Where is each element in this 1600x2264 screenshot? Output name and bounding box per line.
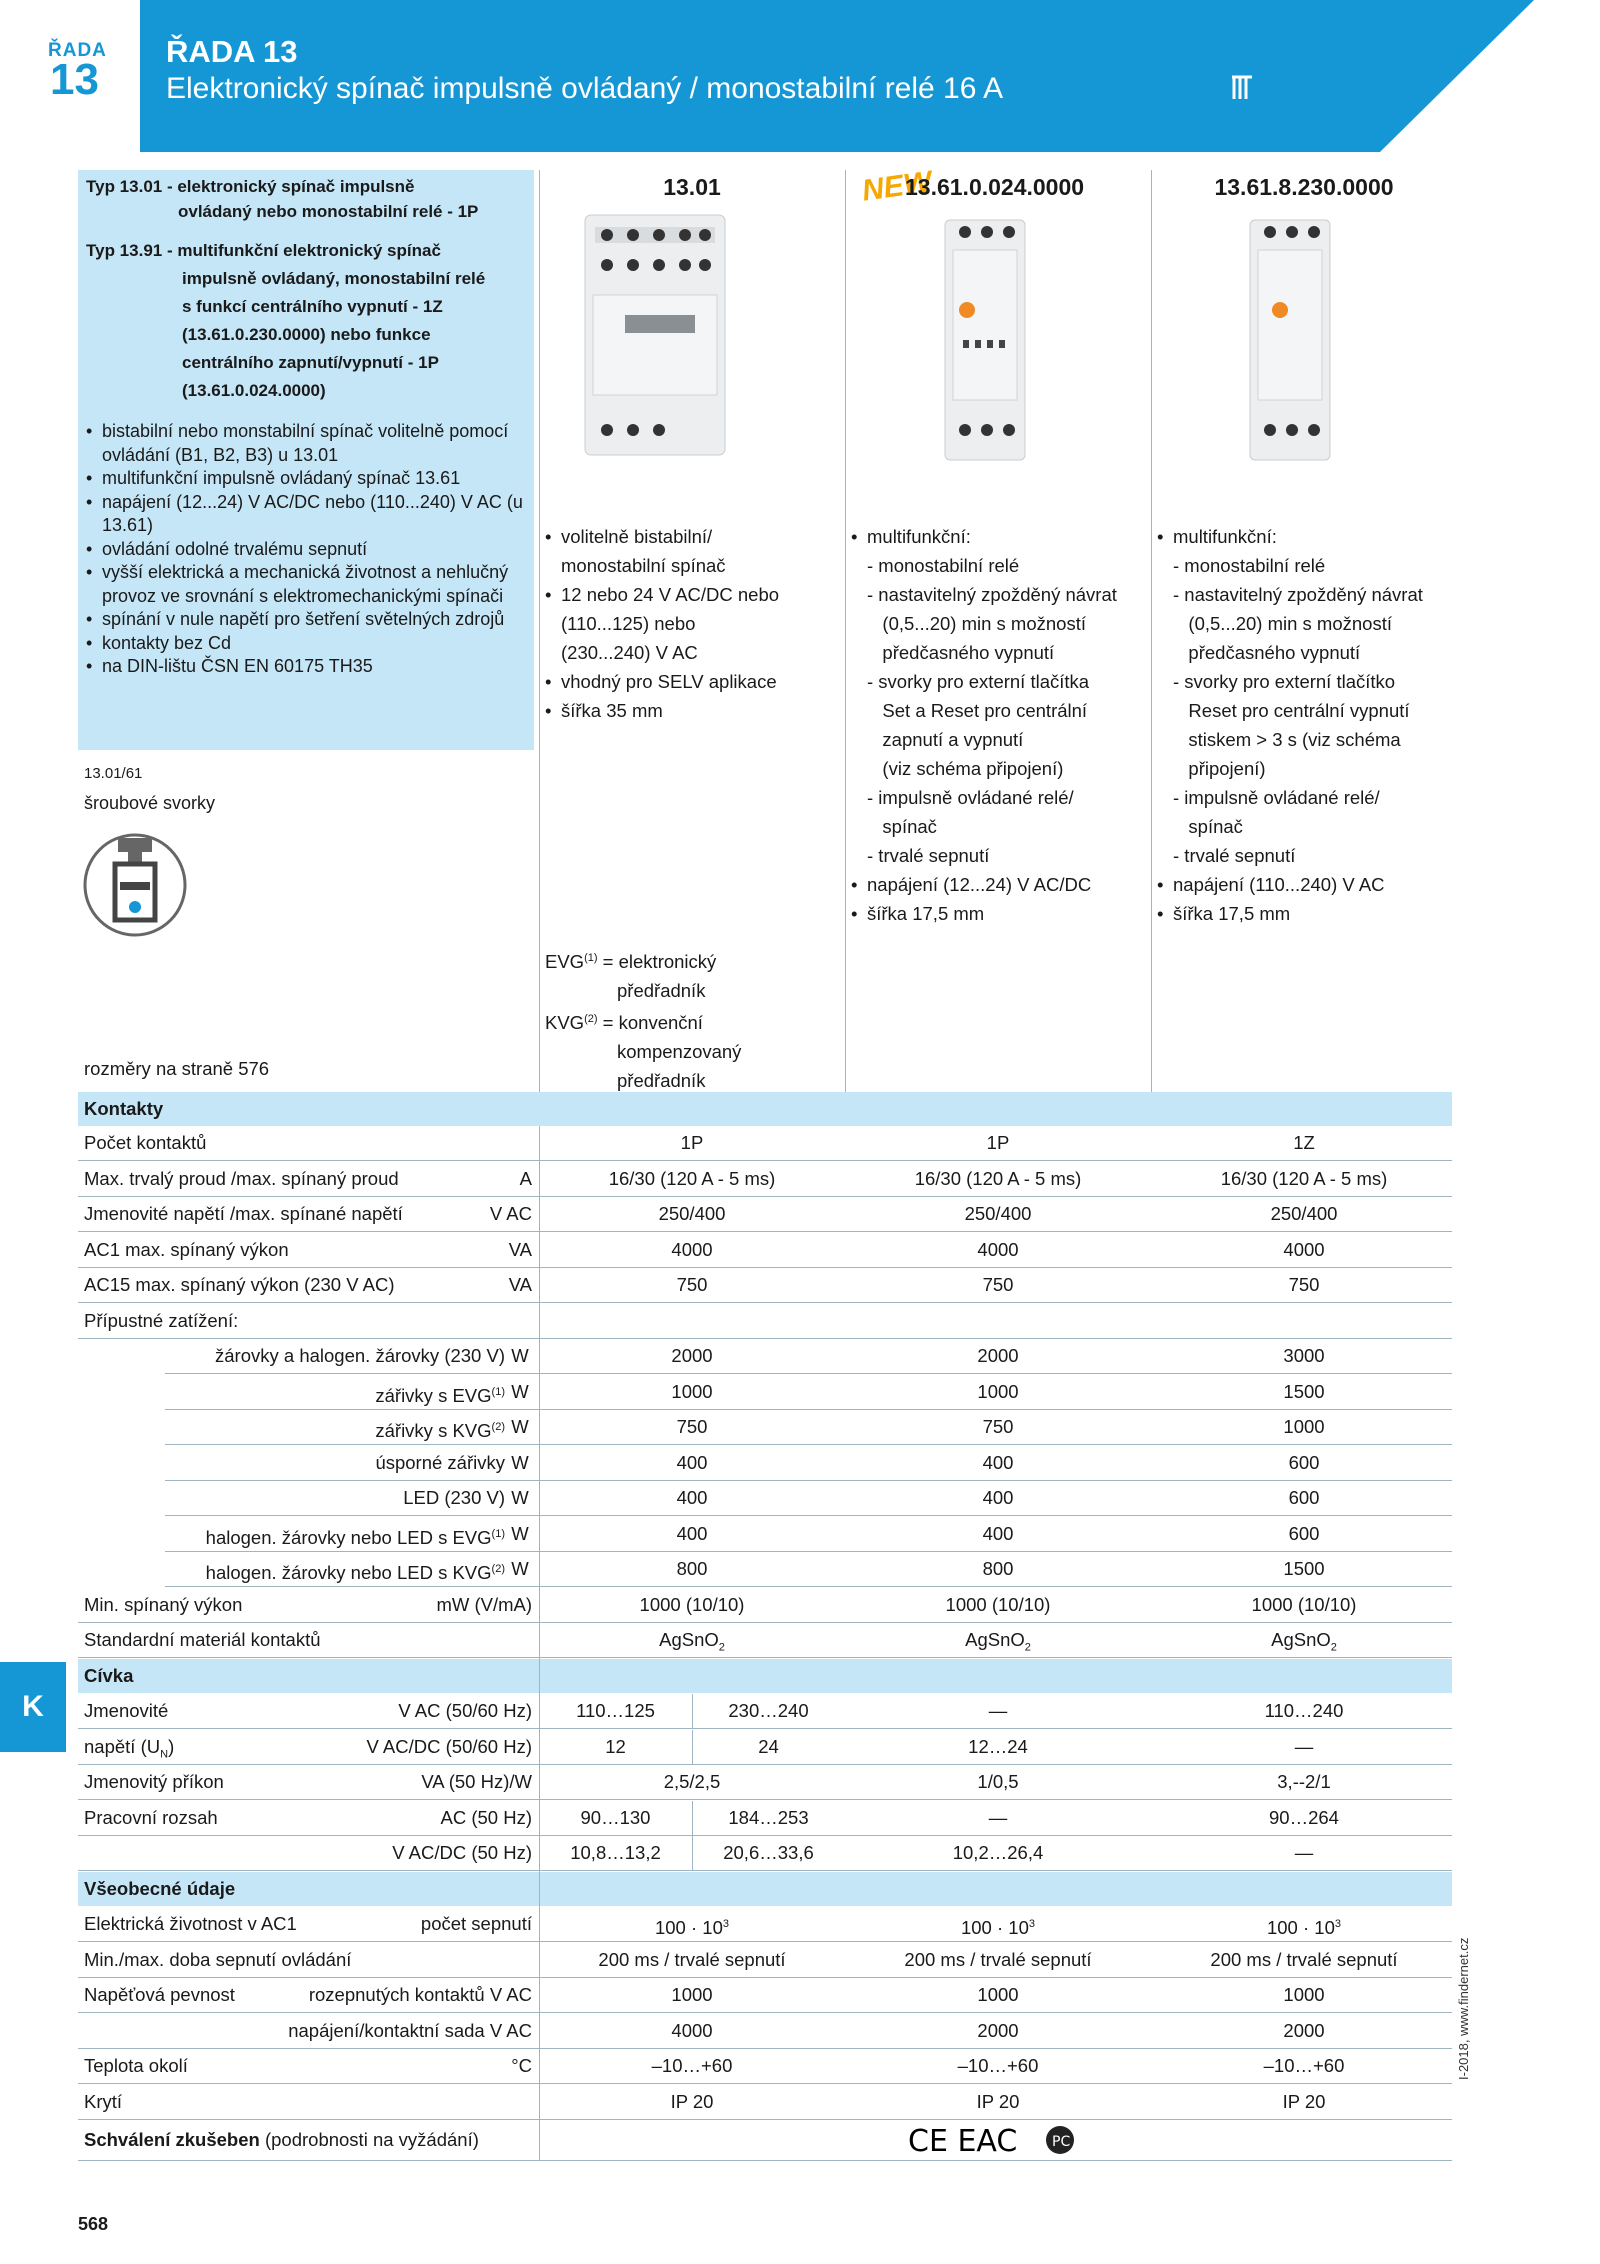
value-cell: 110…240 [1264,1700,1344,1721]
table-row-load [165,1517,1452,1552]
feature-line: Reset pro centrální vypnutí [1173,700,1410,721]
value-cell: — [1294,1842,1314,1863]
approvals-title: Schválení zkušeben [84,2129,260,2150]
product-features-1301 [545,522,841,725]
value-cell [1151,1623,1457,1657]
value-cell [1151,1907,1457,1941]
row-label: Max. trvalý proud /max. spínaný proud [84,1167,399,1189]
table-row-load [165,1410,1452,1445]
svg-text:PC: PC [1052,2134,1071,2150]
value-cell: IP 20 [670,2090,714,2112]
value-cell: 250/400 [658,1203,726,1224]
material-sub: 2 [1024,1641,1031,1654]
feature-line: - nastavitelný zpožděný návrat [867,584,1117,605]
feature-line: • multifunkční: [851,522,1151,551]
table-row-load [165,1375,1452,1410]
feature-line: (0,5...20) min s možností [867,613,1086,634]
evg-desc: předřadník [617,980,706,1002]
value-cell: 750 [676,1416,708,1437]
feature-line: Set a Reset pro centrální [867,700,1088,721]
product-image-13610024 [925,210,1045,475]
value-cell [1151,1304,1457,1338]
feature-line: • šířka 17,5 mm [1157,899,1457,928]
row-label [403,1481,505,1515]
value-cell: 200 ms / trvalé sepnutí [598,1948,786,1970]
row-label [206,1517,505,1551]
footnote-1: (1) [584,952,598,964]
svg-text:CE EAC: CE EAC [908,2124,1018,2159]
life-text: 100 · 10 [1266,1917,1335,1939]
table-row [78,1162,1452,1197]
feature-item: • bistabilní nebo monstabilní spínač volitelně pomocí ovládání (B1, B2, B3) u 13.01 [84,420,524,467]
feature-line: - monostabilní relé [1173,555,1326,576]
table-row-load [165,1339,1452,1374]
life-text: 100 · 10 [960,1917,1029,1939]
row-label-text: zářivky s KVG [375,1420,492,1442]
feature-line: - svorky pro externí tlačítko [1173,671,1396,692]
life-text: 100 · 10 [654,1917,723,1939]
kvg-eq: = konvenční [597,1012,703,1034]
value-cell: 600 [1288,1487,1320,1508]
unit-label: VA [508,1274,532,1295]
value-cell: 400 [982,1522,1014,1544]
row-label: Standardní materiál kontaktů [84,1629,321,1650]
unit-label: V AC [489,1203,532,1224]
type-1391-line3: s funkcí centrálního vypnutí - 1Z [182,297,443,316]
value-cell: 750 [1288,1274,1320,1295]
feature-line: • šířka 35 mm [545,696,841,725]
col-divider [539,170,540,1092]
value-cell: 200 ms / trvalé sepnutí [904,1948,1092,1970]
feature-line: předčasného vypnutí [867,642,1055,663]
value-cell: 1000 [671,1984,713,2005]
value-cell [845,1907,1151,1941]
value-cell: 1000 [977,1380,1019,1402]
value-cell: 110…125 [576,1700,655,1721]
type-1301-line2: ovládaný nebo monostabilní relé - 1P [178,202,479,221]
feature-list [84,420,524,679]
label-value-divider [539,1126,540,2161]
table-row [78,1268,1452,1303]
unit-label: V AC (50/60 Hz) [398,1700,532,1721]
value-cell: 1000 (10/10) [639,1593,745,1615]
feature-line: - nastavitelný zpožděný návrat [1173,584,1423,605]
row-label-close: ) [168,1735,175,1757]
dimensions-note: rozměry na straně 576 [84,1058,270,1079]
product-title-1301: 13.01 [663,174,721,200]
product-features-13610024 [851,522,1151,928]
value-cell [845,1304,1151,1338]
row-label [206,1552,505,1586]
feature-line: (110...125) nebo [561,613,696,634]
material-sub: 2 [1330,1641,1337,1654]
type-1391-line2: impulsně ovládaný, monostabilní relé [182,269,486,288]
series-label: ŘADA [48,40,107,61]
value-cell: IP 20 [976,2090,1020,2112]
value-cell: 3,--2/1 [1277,1771,1331,1792]
unit-label: počet sepnutí [420,1913,532,1934]
feature-item: • napájení (12...24) V AC/DC nebo (110...240) V AC (u 13.61) [84,491,524,538]
value-cell: –10…+60 [1263,2055,1345,2076]
terminal-code: 13.01/61 [84,765,143,782]
row-label-text: zářivky s EVG [375,1384,492,1406]
footnote-ref: (2) [491,1421,505,1433]
ce-eac-rostest-icon [908,2120,1078,2160]
feature-line: - monostabilní relé [867,555,1020,576]
value-cell: 1000 [977,1984,1019,2005]
table-row [78,2049,1452,2084]
feature-line: • napájení (12...24) V AC/DC [851,870,1151,899]
row-label: AC1 max. spínaný výkon [84,1238,289,1260]
split-divider [692,1801,693,1835]
unit-label: W [511,1380,529,1402]
section-general [78,1872,1452,1906]
value-cell: 2000 [671,1345,713,1366]
product-image-1301 [575,205,735,470]
unit-label: W [511,1558,529,1579]
value-cell: 2000 [977,2019,1019,2041]
material-sub: 2 [718,1641,725,1654]
row-label-text: žárovky a halogen. žárovky (230 V) [215,1345,505,1366]
feature-line: • vhodný pro SELV aplikace [545,667,841,696]
col-divider [845,170,846,1092]
value-cell: 2000 [977,1345,1019,1366]
feature-line: • volitelně bistabilní/ [545,522,841,551]
page-title: ŘADA 13 [166,34,298,69]
unit-label: W [511,1345,529,1366]
value-cell: 16/30 (120 A - 5 ms) [1220,1167,1388,1189]
row-label [375,1375,505,1409]
value-cell: 400 [982,1487,1014,1508]
row-label: Jmenovité [84,1700,169,1721]
feature-line: (230...240) V AC [561,642,698,663]
value-cell: 400 [676,1451,708,1473]
table-row [78,1304,1452,1339]
evg-eq: = elektronický [597,951,717,973]
value-cell: 4000 [1283,1238,1325,1260]
unit-label: rozepnutých kontaktů V AC [308,1984,532,2005]
unit-label: V AC/DC (50/60 Hz) [366,1735,532,1757]
value-cell: 750 [676,1274,708,1295]
value-cell: 10,8…13,2 [570,1842,661,1863]
value-cell: 3000 [1283,1345,1325,1366]
footnote-ref: (1) [491,1385,505,1398]
feature-item: • vyšší elektrická a mechanická životnost a nehlučný provoz ve srovnání s elektromechanickými spínači [84,561,524,608]
section-title: Kontakty [84,1098,164,1119]
value-cell: 1500 [1283,1380,1325,1402]
type-1391-line1: Typ 13.91 - multifunkční elektronický spínač [86,241,441,260]
material-text: AgSnO [1271,1629,1331,1650]
value-cell: 16/30 (120 A - 5 ms) [608,1167,776,1189]
value-cell: 90…130 [580,1806,651,1828]
split-divider [692,1730,693,1764]
value-cell: 400 [676,1487,708,1508]
value-cell: –10…+60 [651,2055,733,2076]
life-sup: 3 [1334,1918,1341,1930]
section-title: Všeobecné údaje [84,1877,236,1899]
product-features-13618230 [1157,522,1457,928]
table-row [78,1623,1452,1658]
page-number: 568 [78,2214,109,2234]
value-cell: 12 [605,1735,626,1757]
unit-label: W [511,1522,529,1544]
value-cell: 400 [676,1522,708,1544]
value-cell: 1000 (10/10) [1251,1593,1357,1615]
feature-line: stiskem > 3 s (viz schéma [1173,729,1401,750]
value-cell: –10…+60 [957,2055,1039,2076]
type-1391-line4: (13.61.0.230.0000) nebo funkce [182,325,431,344]
value-cell: — [988,1700,1008,1721]
value-cell [539,1623,845,1657]
value-cell [539,1907,845,1941]
value-cell: — [988,1806,1008,1828]
value-cell: 24 [758,1735,779,1757]
table-row [78,2014,1452,2049]
row-label: Pracovní rozsah [84,1806,218,1828]
table-row [78,1836,1452,1871]
value-cell: 1P [986,1132,1010,1153]
feature-line: • šířka 17,5 mm [851,899,1151,928]
value-cell: 2,5/2,5 [663,1771,721,1792]
row-label [375,1410,505,1444]
material-text: AgSnO [659,1629,719,1650]
life-sup: 3 [722,1918,729,1930]
unit-label: W [511,1451,529,1473]
feature-line: (0,5...20) min s možností [1173,613,1392,634]
row-label: Jmenovitý příkon [84,1771,224,1792]
feature-line: spínač [1173,816,1243,837]
value-cell: 4000 [671,2019,713,2041]
row-label: Počet kontaktů [84,1132,207,1153]
table-row [78,1126,1452,1161]
value-cell: 1000 [1283,1416,1325,1437]
section-coil [78,1659,1452,1693]
value-cell: 2000 [1283,2019,1325,2041]
table-row [78,1588,1452,1623]
row-label [84,1730,174,1764]
unit-label: W [511,1487,529,1508]
type-1391-line6: (13.61.0.024.0000) [182,381,326,400]
row-label [375,1446,505,1480]
row-label: Jmenovité napětí /max. spínané napětí [84,1203,403,1224]
row-label-sub: N [160,1748,169,1761]
value-cell: IP 20 [1282,2090,1326,2112]
value-cell: 800 [982,1558,1014,1579]
footnote-ref: (1) [491,1527,505,1540]
table-row [78,1765,1452,1800]
ballast-legend [545,944,841,1095]
feature-line: - impulsně ovládané relé/ [1173,787,1380,808]
row-label-text: halogen. žárovky nebo LED s EVG [205,1526,492,1548]
feature-line: předčasného vypnutí [1173,642,1361,663]
value-cell: 184…253 [728,1806,809,1828]
table-row [78,2120,1452,2161]
value-cell: 1000 [1283,1984,1325,2005]
type-1391-line5: centrálního zapnutí/vypnutí - 1P [182,353,439,372]
value-cell: 1Z [1293,1132,1315,1153]
material-text: AgSnO [965,1629,1025,1650]
value-cell: 1000 [671,1380,713,1402]
table-row [78,1907,1452,1942]
feature-line: spínač [867,816,937,837]
feature-item: • spínání v nule napětí pro šetření světelných zdrojů [84,608,524,632]
section-tab-k: K [0,1662,66,1752]
value-cell: 250/400 [964,1203,1032,1224]
value-cell: 12…24 [968,1735,1028,1757]
table-row [78,2085,1452,2120]
certification-marks [908,2120,1078,2160]
feature-line: - trvalé sepnutí [867,845,990,866]
feature-line: (viz schéma připojení) [867,758,1064,779]
life-sup: 3 [1028,1918,1035,1930]
kvg-label: KVG [545,1012,585,1034]
value-cell: 750 [982,1274,1014,1295]
unit-label: napájení/kontaktní sada V AC [288,2019,532,2041]
value-cell: 16/30 (120 A - 5 ms) [914,1167,1082,1189]
row-label-text: úsporné zářivky [375,1451,505,1473]
value-cell: 10,2…26,4 [952,1842,1044,1863]
side-url: I-2018, www.findernet.cz [1456,1937,1471,2080]
row-label: Min./max. doba sepnutí ovládání [84,1948,352,1970]
value-cell: 200 ms / trvalé sepnutí [1210,1948,1398,1970]
value-cell: 1P [680,1132,704,1153]
row-label-text: halogen. žárovky nebo LED s KVG [205,1562,492,1584]
value-cell: 1500 [1283,1558,1325,1579]
value-cell: 20,6…33,6 [723,1842,814,1863]
series-number: 13 [50,55,99,104]
value-cell: 90…264 [1269,1806,1339,1828]
footnote-2: (2) [584,1013,598,1026]
feature-line: monostabilní spínač [561,555,726,576]
feature-line: - svorky pro externí tlačítka [867,671,1090,692]
split-divider [692,1694,693,1728]
table-row [78,1730,1452,1765]
row-label-text: LED (230 V) [403,1487,505,1508]
value-cell: 1/0,5 [977,1771,1019,1792]
unit-label: V AC/DC (50 Hz) [392,1842,532,1863]
value-cell: 800 [676,1558,708,1579]
value-cell: 400 [982,1451,1014,1473]
product-title-13618230: 13.61.8.230.0000 [1214,174,1394,200]
split-divider [692,1836,693,1870]
finder-logo [1210,55,1450,125]
new-badge: NEW [859,165,934,208]
row-label: AC15 max. spínaný výkon (230 V AC) [84,1274,395,1295]
section-title: Cívka [84,1664,134,1686]
unit-label: AC (50 Hz) [440,1806,532,1828]
value-cell [845,1623,1151,1657]
approvals-note: (podrobnosti na vyžádání) [259,2129,479,2150]
feature-item: • kontakty bez Cd [84,632,524,656]
row-label [215,1339,505,1373]
table-row [78,1694,1452,1729]
unit-label: W [511,1416,529,1437]
unit-label: VA (50 Hz)/W [421,1771,532,1792]
feature-item: • na DIN-lištu ČSN EN 60175 TH35 [84,655,524,679]
description-panel [78,170,534,750]
feature-line: - trvalé sepnutí [1173,845,1296,866]
row-label: Krytí [84,2090,123,2112]
feature-line: • napájení (110...240) V AC [1157,870,1457,899]
row-label-text: napětí (U [84,1735,161,1757]
feature-line: zapnutí a vypnutí [867,729,1024,750]
feature-line: • 12 nebo 24 V AC/DC nebo [545,580,841,609]
screw-terminal-icon [80,830,190,945]
row-label: Přípustné zatížení: [84,1309,239,1331]
value-cell: 600 [1288,1451,1320,1473]
table-row [78,1801,1452,1836]
table-row [78,1233,1452,1268]
row-label [84,2120,479,2160]
unit-label: °C [511,2055,532,2076]
value-cell: — [1294,1735,1314,1757]
row-label: Teplota okolí [84,2055,188,2076]
value-cell: 1000 (10/10) [945,1593,1051,1615]
product-title-13610024: 13.61.0.024.0000 [905,174,1085,200]
value-cell: 750 [982,1416,1014,1437]
table-row [78,1943,1452,1978]
product-image-13618230 [1230,210,1350,475]
unit-label: mW (V/mA) [436,1593,532,1615]
value-cell: 250/400 [1270,1203,1338,1224]
evg-label: EVG [545,951,585,973]
value-cell: 4000 [977,1238,1019,1260]
table-row [78,1197,1452,1232]
row-label: Elektrická životnost v AC1 [84,1913,297,1934]
feature-line: • multifunkční: [1157,522,1457,551]
kvg-desc-1: kompenzovaný [617,1041,742,1063]
footnote-ref: (2) [491,1563,505,1575]
value-cell: 600 [1288,1522,1320,1544]
terminal-label: šroubové svorky [84,793,216,813]
table-row-load [165,1552,1452,1587]
row-label: Min. spínaný výkon [84,1593,243,1615]
feature-line: - impulsně ovládané relé/ [867,787,1074,808]
feature-line: připojení) [1173,758,1266,779]
col-divider [1151,170,1152,1092]
feature-item: • ovládání odolné trvalému sepnutí [84,538,524,562]
section-contacts [78,1092,1452,1126]
table-row-load [165,1446,1452,1481]
page-subtitle: Elektronický spínač impulsně ovládaný / monostabilní relé 16 A [166,72,1004,105]
row-label: Napěťová pevnost [84,1984,235,2005]
unit-label: VA [508,1238,532,1260]
logo-text: finder [1278,59,1432,113]
feature-item: • multifunkční impulsně ovládaný spínač 13.61 [84,467,524,491]
kvg-desc-2: předřadník [617,1070,706,1092]
value-cell [539,1304,845,1338]
value-cell: 230…240 [728,1700,809,1721]
unit-label: A [519,1167,532,1189]
table-row-load [165,1481,1452,1516]
table-row [78,1978,1452,2013]
value-cell: 4000 [671,1238,713,1260]
type-1301-line1: Typ 13.01 - elektronický spínač impulsně [86,177,415,196]
